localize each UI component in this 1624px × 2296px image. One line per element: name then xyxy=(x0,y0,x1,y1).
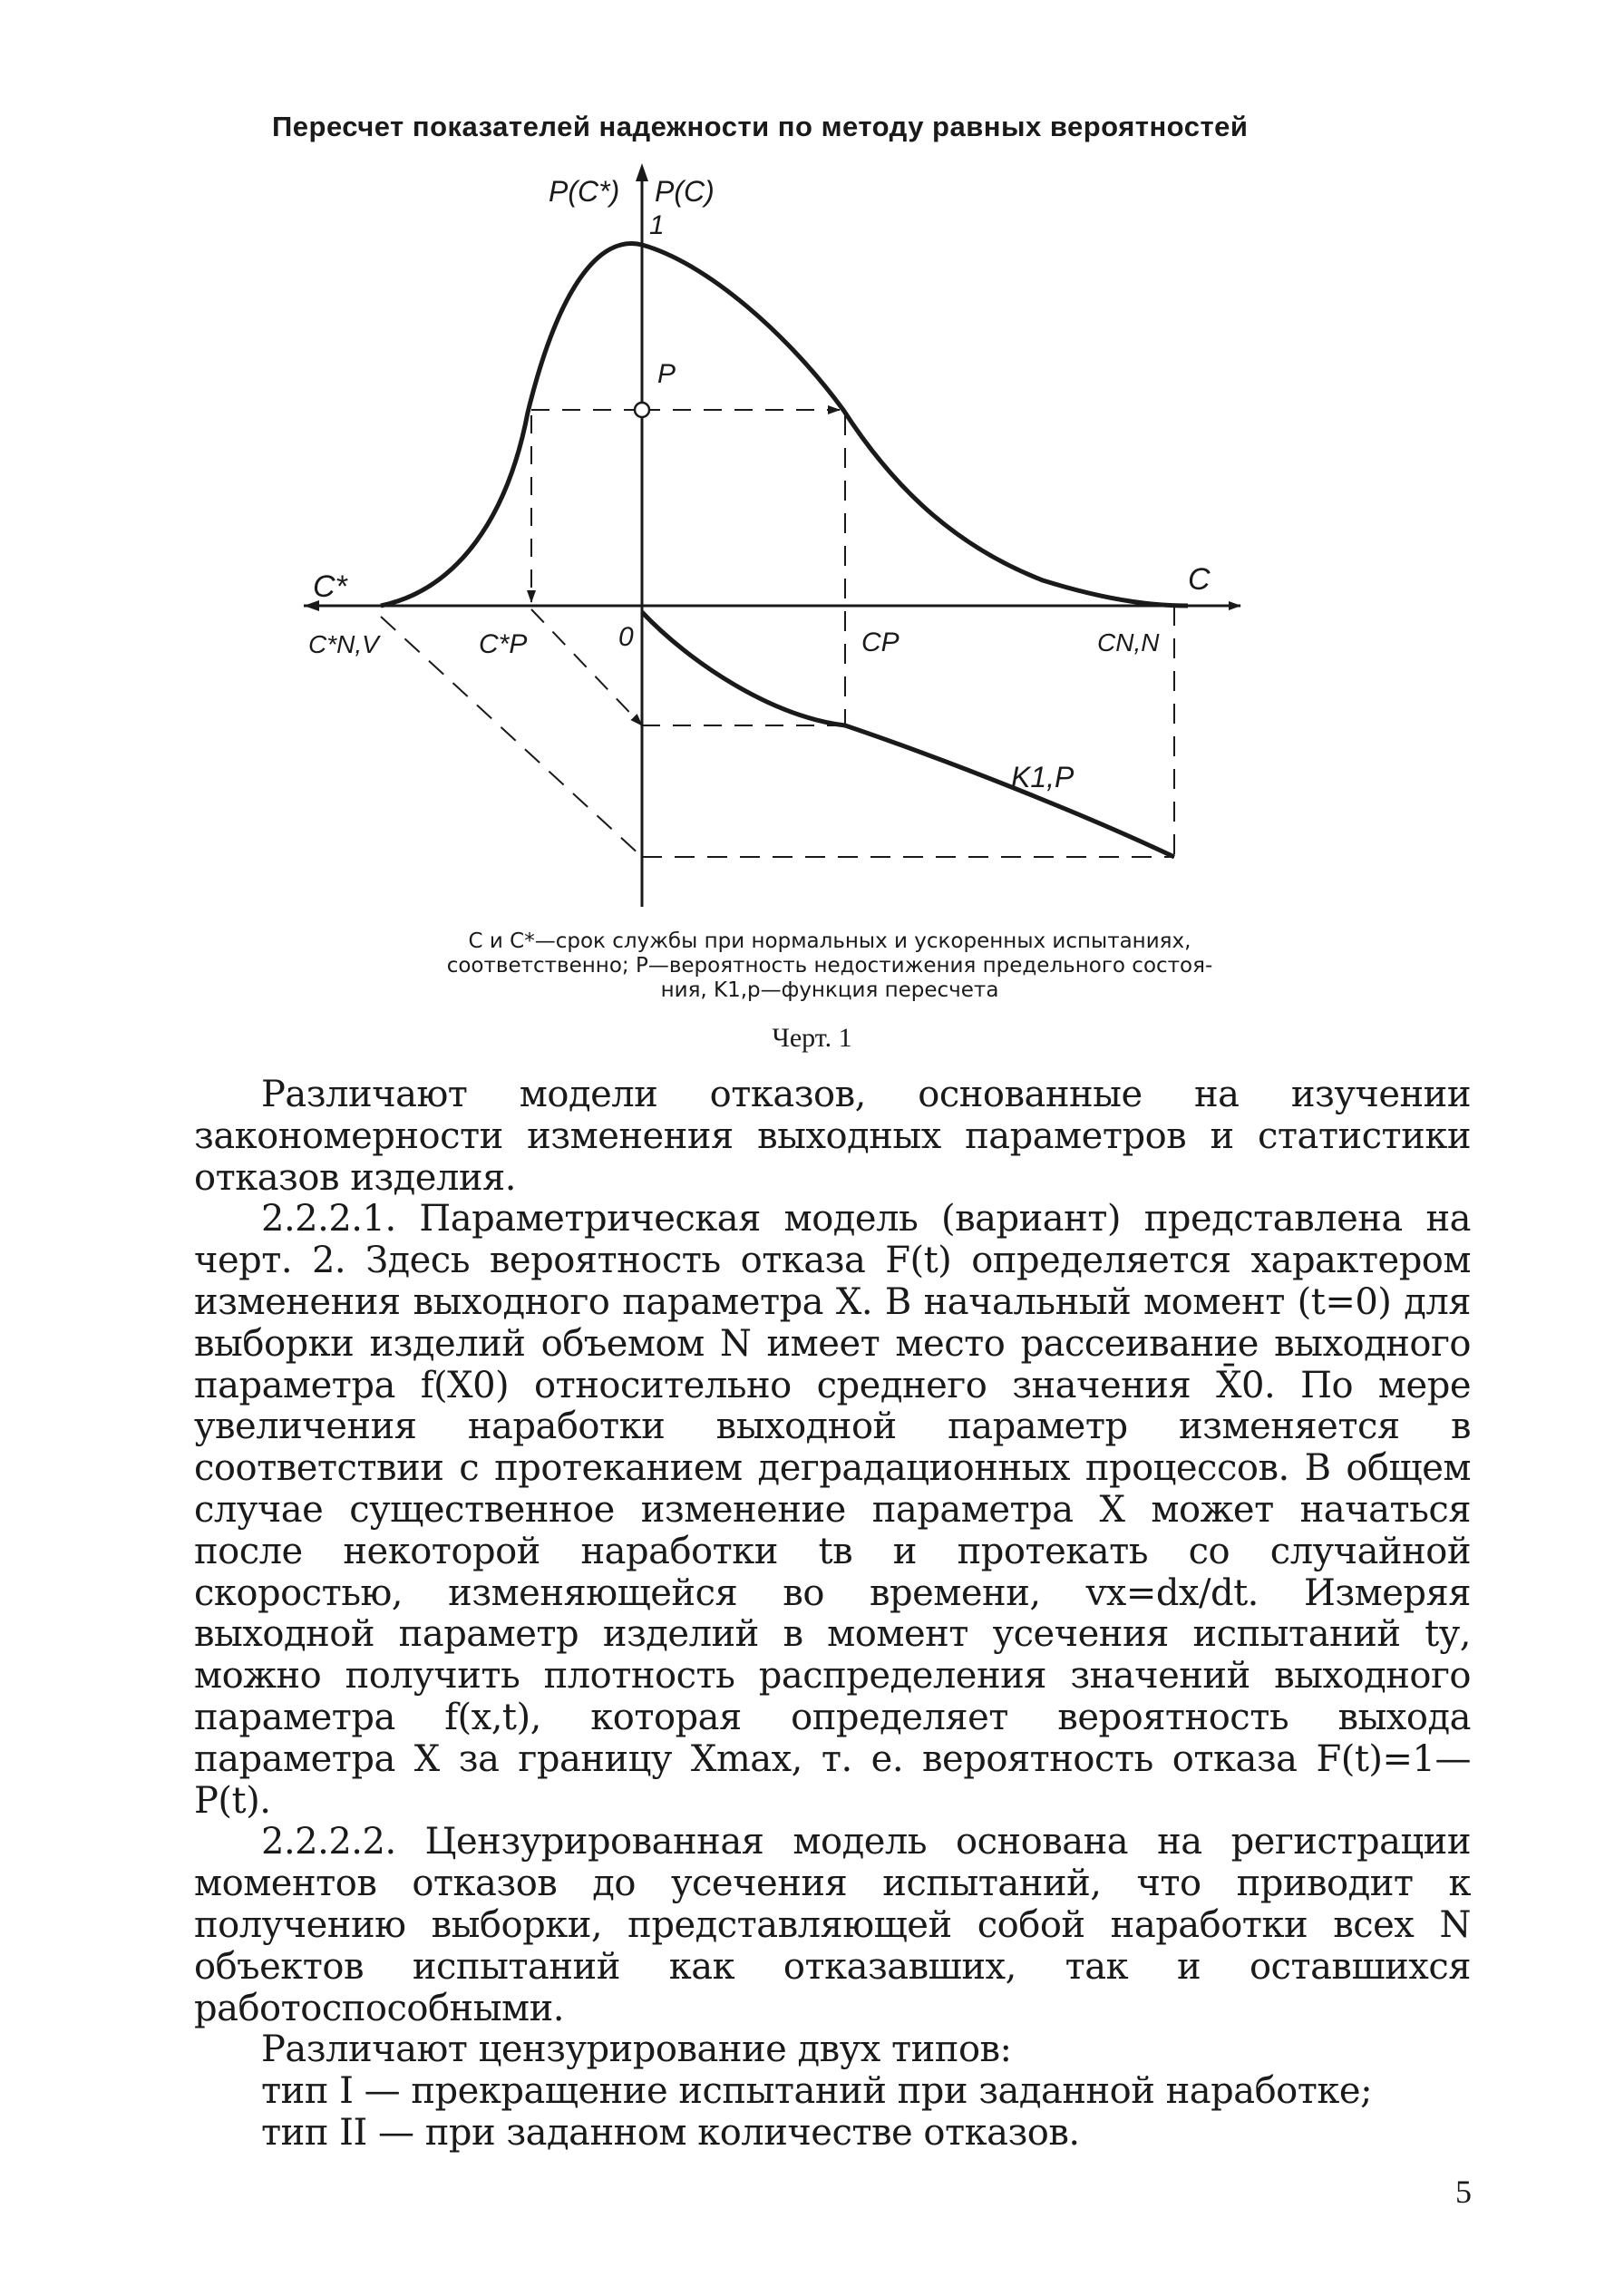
label-c-p-star: C*P xyxy=(479,629,528,659)
label-c-star: C* xyxy=(313,569,347,604)
label-one: 1 xyxy=(649,210,665,240)
label-p: P xyxy=(657,359,676,389)
label-c-nn: CN,N xyxy=(1097,628,1160,657)
body-text xyxy=(194,1075,1471,2155)
point-p xyxy=(635,403,649,417)
label-zero: 0 xyxy=(618,622,634,652)
paragraph-2: 2.2.2.1. Параметрическая модель (вариант) представлена на черт. 2. Здесь вероятность отказа F(t) определяется характером изменения выходного параметра X. В начальный момент (t=0) для выборки изделий объемом N имеет место рассеивание выходного параметра f(X0) относительно среднего значения X̄0. По мере увеличения наработки выходной параметр изменяется в соответствии с протеканием деградационных процессов. В общем случае существенное изменение параметра X может начаться после некоторой наработки tв и протекать со случайной скоростью, изменяющейся во времени, vx=dx/dt. Измеряя выходной параметр изделий в момент усечения испытаний tу, можно получить плотность распределения значений выходного параметра f(x,t), которая определяет вероятность выхода параметра X за границу Xmax, т. е. вероятность отказа F(t)=1—P(t). xyxy=(194,1198,1471,1822)
label-c-p: CP xyxy=(861,628,900,657)
vertical-axis-arrow xyxy=(636,163,648,181)
k-function-curve xyxy=(642,612,1174,857)
caption-line-1: C и C*—срок службы при нормальных и ускоренных испытаниях, xyxy=(468,929,1191,953)
paragraph-3: 2.2.2.2. Цензурированная модель основана на регистрации моментов отказов до усечения испытаний, что приводит к получению выборки, представляющей собой наработки всех N объектов испытаний как отказавших, так и оставшихся работоспособными. xyxy=(194,1821,1471,2029)
label-c: C xyxy=(1188,562,1211,597)
paragraph-4: Различают цензурирование двух типов: xyxy=(261,2028,1012,2071)
label-p-c: P(C) xyxy=(655,175,715,208)
paragraph-1: Различают модели отказов, основанные на изучении закономерности изменения выходных параметров и статистики отказов изделия. xyxy=(194,1074,1471,1199)
label-c-nv-star: C*N,V xyxy=(308,630,379,658)
caption-line-2: соответственно; P—вероятность недостижения предельного состоя- xyxy=(446,954,1213,978)
probability-curve xyxy=(381,244,1188,606)
paragraph-6: тип II — при заданном количестве отказов. xyxy=(261,2111,1080,2154)
page-number: 5 xyxy=(1455,2174,1472,2210)
paragraph-5: тип I — прекращение испытаний при заданной наработке; xyxy=(261,2070,1373,2113)
figure-number: Черт. 1 xyxy=(772,1023,852,1053)
label-k-1p: K1,P xyxy=(1011,761,1075,793)
figure-caption xyxy=(354,929,1306,1003)
page-header: Пересчет показателей надежности по методу равных вероятностей xyxy=(272,111,1249,142)
figure-chart-1 xyxy=(272,163,1269,916)
label-p-c-star: P(C*) xyxy=(549,175,620,208)
caption-line-3: ния, K1,p—функция пересчета xyxy=(660,978,999,1002)
